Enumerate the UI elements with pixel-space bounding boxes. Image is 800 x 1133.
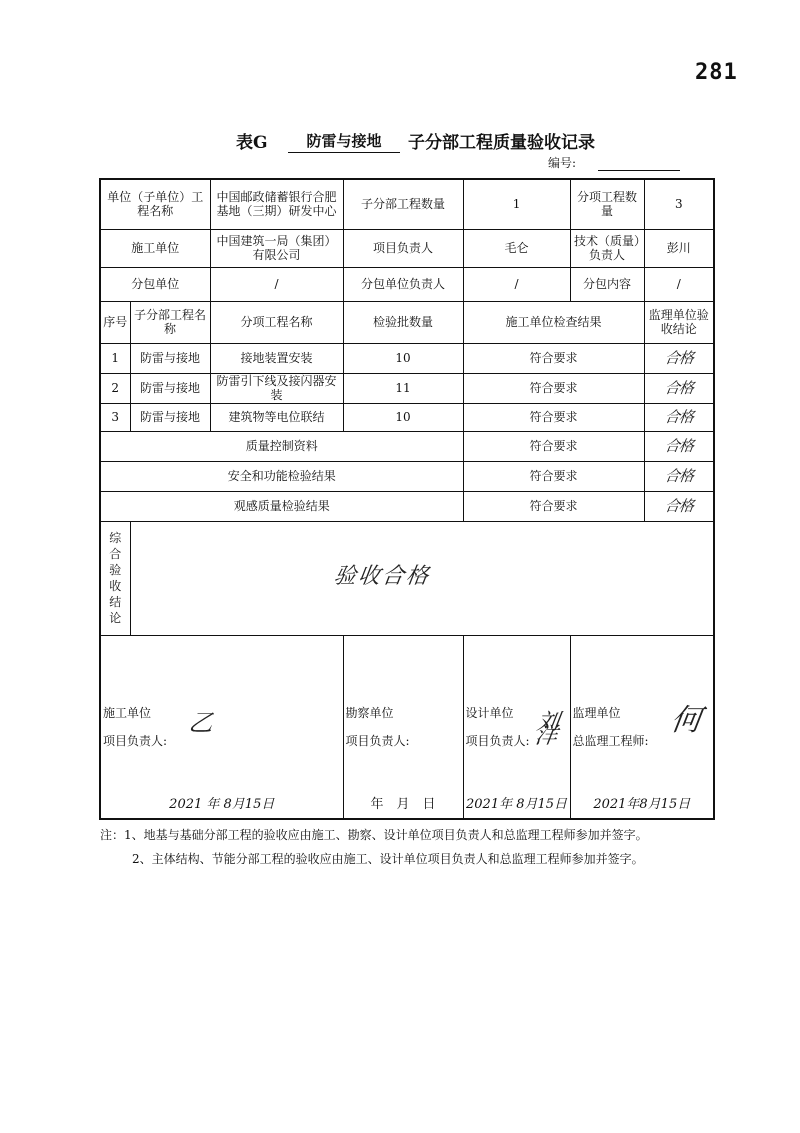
summary-conclusion: 合格 bbox=[663, 496, 695, 515]
serial-blank bbox=[598, 170, 680, 171]
row-conclusion: 合格 bbox=[663, 378, 695, 397]
col-index-label: 序号 bbox=[103, 315, 128, 329]
signature-date: 2021年 8月15日 bbox=[466, 796, 568, 812]
sub-count-label: 子分部工程数量 bbox=[361, 197, 446, 212]
sub-pm-value: / bbox=[514, 277, 519, 291]
signature-date: 年 月 日 bbox=[370, 796, 436, 812]
tech-label: 技术（质量）负责人 bbox=[574, 234, 641, 262]
builder-label: 施工单位 bbox=[131, 241, 180, 255]
item-count-value: 3 bbox=[674, 197, 683, 212]
tech-value-cell bbox=[644, 229, 714, 267]
summary-row bbox=[100, 431, 714, 461]
row-conclusion: 合格 bbox=[663, 407, 695, 426]
unit-label: 单位（子单位）工程名称 bbox=[107, 190, 204, 219]
title-sub-project: 防雷与接地 bbox=[288, 130, 400, 153]
tech-label-cell bbox=[570, 229, 644, 267]
col-sub-project-label: 子分部工程名称 bbox=[134, 308, 207, 336]
row-batch-count: 10 bbox=[395, 410, 411, 424]
col-header-sub-project bbox=[130, 301, 210, 343]
col-item-project-label: 分项工程名称 bbox=[240, 315, 313, 329]
tech-value: 彭川 bbox=[666, 241, 691, 255]
row-sub-project: 防雷与接地 bbox=[140, 381, 201, 395]
row-item-project: 接地装置安装 bbox=[240, 351, 313, 365]
sub-content-value: / bbox=[676, 277, 681, 291]
signature-supervisor bbox=[570, 635, 714, 819]
signature-unit: 施工单位 bbox=[103, 705, 152, 720]
sub-pm-label-cell bbox=[343, 267, 463, 301]
sub-pm-label: 分包单位负责人 bbox=[361, 277, 446, 291]
signature-mark: 刘洋 bbox=[532, 709, 560, 749]
pm-value: 毛仑 bbox=[504, 241, 529, 255]
table-row bbox=[100, 373, 714, 403]
overall-conclusion: 验收合格 bbox=[332, 564, 432, 589]
summary-conclusion: 合格 bbox=[663, 436, 695, 455]
row-batch-count: 11 bbox=[395, 381, 411, 395]
table-row bbox=[100, 343, 714, 373]
signature-person-label: 项目负责人: bbox=[103, 733, 168, 748]
serial-label: 编号: bbox=[548, 156, 577, 170]
row-item-project: 防雷引下线及接闪器安装 bbox=[216, 374, 337, 402]
col-batch-count-label: 检验批数量 bbox=[373, 315, 434, 329]
row-index: 2 bbox=[111, 381, 120, 395]
sub-count-value: 1 bbox=[512, 197, 521, 212]
overall-label-cell bbox=[100, 521, 130, 635]
sub-content-label: 分包内容 bbox=[583, 277, 632, 291]
signature-unit: 勘察单位 bbox=[345, 705, 394, 720]
item-count-value-cell bbox=[644, 179, 714, 229]
sub-pm-value-cell bbox=[463, 267, 570, 301]
sub-content-label-cell bbox=[570, 267, 644, 301]
summary-result: 符合要求 bbox=[529, 499, 578, 513]
summary-label: 观感质量检验结果 bbox=[233, 499, 330, 513]
col-header-batch-count bbox=[343, 301, 463, 343]
col-header-builder-result bbox=[463, 301, 644, 343]
subcontractor-value: / bbox=[274, 277, 279, 291]
signature-person-label: 项目负责人: bbox=[345, 733, 410, 748]
row-index: 3 bbox=[111, 410, 120, 424]
summary-label: 质量控制资料 bbox=[245, 439, 318, 453]
signature-person-label: 项目负责人: bbox=[465, 733, 530, 748]
signature-builder bbox=[100, 635, 343, 819]
row-batch-count: 10 bbox=[395, 351, 411, 365]
signature-person-label: 总监理工程师: bbox=[572, 733, 649, 748]
summary-row bbox=[100, 491, 714, 521]
row-sub-project: 防雷与接地 bbox=[140, 410, 201, 424]
acceptance-table bbox=[99, 178, 715, 820]
signature-unit: 监理单位 bbox=[572, 705, 621, 720]
signature-survey bbox=[343, 635, 463, 819]
title-prefix: 表G bbox=[236, 133, 268, 153]
summary-result: 符合要求 bbox=[529, 469, 578, 483]
overall-label: 综合验收结论 bbox=[109, 531, 122, 625]
row-sub-project: 防雷与接地 bbox=[140, 351, 201, 365]
pm-label: 项目负责人 bbox=[373, 241, 434, 255]
builder-value: 中国建筑一局（集团）有限公司 bbox=[216, 234, 337, 262]
subcontractor-label: 分包单位 bbox=[131, 277, 180, 291]
pm-label-cell bbox=[343, 229, 463, 267]
signature-mark: 乙 bbox=[187, 708, 214, 737]
row-result: 符合要求 bbox=[529, 410, 578, 424]
row-conclusion: 合格 bbox=[663, 348, 695, 367]
sub-content-value-cell bbox=[644, 267, 714, 301]
subcontractor-value-cell bbox=[210, 267, 343, 301]
signature-date: 2021年8月15日 bbox=[593, 796, 691, 812]
unit-value-cell bbox=[210, 179, 343, 229]
summary-row bbox=[100, 461, 714, 491]
summary-result: 符合要求 bbox=[529, 439, 578, 453]
col-builder-result-label: 施工单位检查结果 bbox=[505, 315, 602, 329]
row-index: 1 bbox=[111, 351, 120, 365]
col-header-supervisor-conclusion bbox=[644, 301, 714, 343]
signature-unit: 设计单位 bbox=[465, 705, 514, 720]
signature-date: 2021 年 8月15日 bbox=[169, 796, 275, 812]
signature-design bbox=[463, 635, 570, 819]
item-count-label-cell bbox=[570, 179, 644, 229]
note-2: 2、主体结构、节能分部工程的验收应由施工、设计单位项目负责人和总监理工程师参加并签字。 bbox=[132, 852, 644, 866]
overall-value-cell bbox=[130, 521, 714, 635]
col-header-item-project bbox=[210, 301, 343, 343]
builder-label-cell bbox=[100, 229, 210, 267]
unit-value: 中国邮政储蓄银行合肥基地（三期）研发中心 bbox=[216, 190, 337, 219]
subcontractor-label-cell bbox=[100, 267, 210, 301]
unit-label-cell bbox=[100, 179, 210, 229]
pm-value-cell bbox=[463, 229, 570, 267]
row-item-project: 建筑物等电位联结 bbox=[228, 410, 325, 424]
item-count-label: 分项工程数量 bbox=[577, 190, 638, 219]
title-suffix: 子分部工程质量验收记录 bbox=[408, 133, 595, 153]
note-1: 注：1、地基与基础分部工程的验收应由施工、勘察、设计单位项目负责人和总监理工程师参加并签字。 bbox=[100, 828, 648, 842]
page-number: 281 bbox=[695, 60, 738, 85]
signature-mark: 何 bbox=[668, 702, 703, 738]
sub-count-label-cell bbox=[343, 179, 463, 229]
col-supervisor-conclusion-label: 监理单位验收结论 bbox=[648, 308, 709, 336]
row-result: 符合要求 bbox=[529, 351, 578, 365]
sub-count-value-cell bbox=[463, 179, 570, 229]
col-header-index bbox=[100, 301, 130, 343]
builder-value-cell bbox=[210, 229, 343, 267]
summary-label: 安全和功能检验结果 bbox=[227, 469, 336, 483]
table-row bbox=[100, 403, 714, 431]
row-result: 符合要求 bbox=[529, 381, 578, 395]
form-title bbox=[0, 124, 800, 154]
summary-conclusion: 合格 bbox=[663, 466, 695, 485]
